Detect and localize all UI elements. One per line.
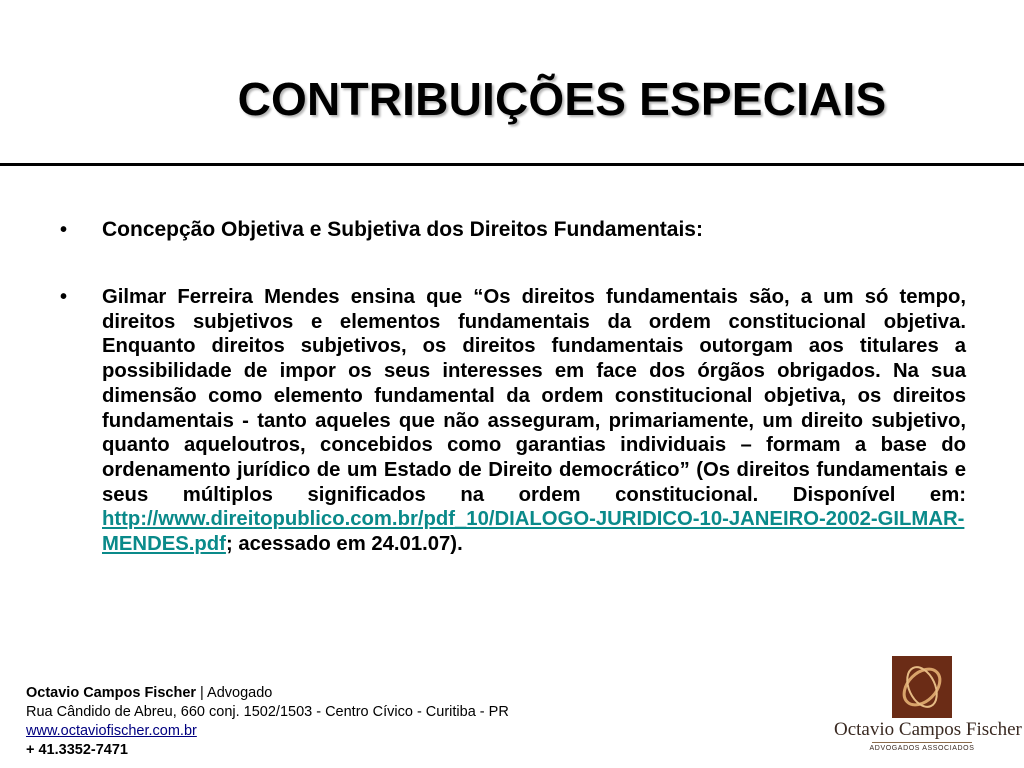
logo-divider	[872, 742, 972, 743]
quote-text: Gilmar Ferreira Mendes ensina que “Os direitos fundamentais são, a um só tempo, direitos subjetivos e elementos fundamentais da ordem constitucional objetiva. Enquanto direitos subjetivos, os direitos fundamentais outorgam aos titulares a possibilidade de impor os seus interesses em face dos órgãos obrigados. Na sua dimensão como elemento fundamental da ordem constitucional objetiva, os direitos fundamentais - tanto aqueles que não asseguram, primariamente, um direito subjetivo, quanto aqueloutros, concebidos como garantias individuais – formam a base do ordenamento jurídico de um Estado de Direito democrático” (Os direitos fundamentais e seus múltiplos significados na ordem constitucional. Disponível em:	[102, 286, 966, 506]
footer-name-line	[26, 684, 509, 703]
access-date-text: ; acessado em 24.01.07).	[225, 533, 463, 556]
logo-firm-name: Octavio Campos Fischer	[834, 719, 1022, 740]
logo-mark	[892, 656, 952, 718]
bullet-heading-text: Concepção Objetiva e Subjetiva dos Direitos Fundamentais:	[102, 218, 703, 241]
bullet-item-quote	[60, 285, 966, 557]
bullet-dot-icon: •	[60, 286, 68, 308]
footer-name: Octavio Campos Fischer	[26, 685, 197, 701]
source-link[interactable]: http://www.direitopublico.com.br/pdf_10/DIALOGO-JURIDICO-10-JANEIRO-2002-GILMAR-MENDES.pdf	[102, 508, 965, 556]
title-divider	[0, 163, 1024, 166]
footer-contact	[26, 684, 509, 760]
slide-title-text: CONTRIBUIÇÕES ESPECIAIS	[237, 73, 887, 125]
bullet-dot-icon: •	[60, 219, 68, 241]
logo-subtitle: ADVOGADOS ASSOCIADOS	[869, 745, 975, 752]
footer-phone: + 41.3352-7471	[26, 742, 128, 758]
footer-address: Rua Cândido de Abreu, 660 conj. 1502/1503 - Centro Cívico - Curitiba - PR	[26, 704, 509, 720]
logo-rings-icon	[892, 656, 952, 718]
bullet-list	[60, 215, 966, 557]
bullet-quote-paragraph	[102, 285, 966, 557]
footer-website-link[interactable]: www.octaviofischer.com.br	[26, 723, 197, 739]
footer-role: | Advogado	[196, 685, 273, 701]
bullet-item-heading	[60, 215, 966, 245]
slide-title	[0, 72, 1024, 126]
firm-logo	[834, 656, 1022, 764]
